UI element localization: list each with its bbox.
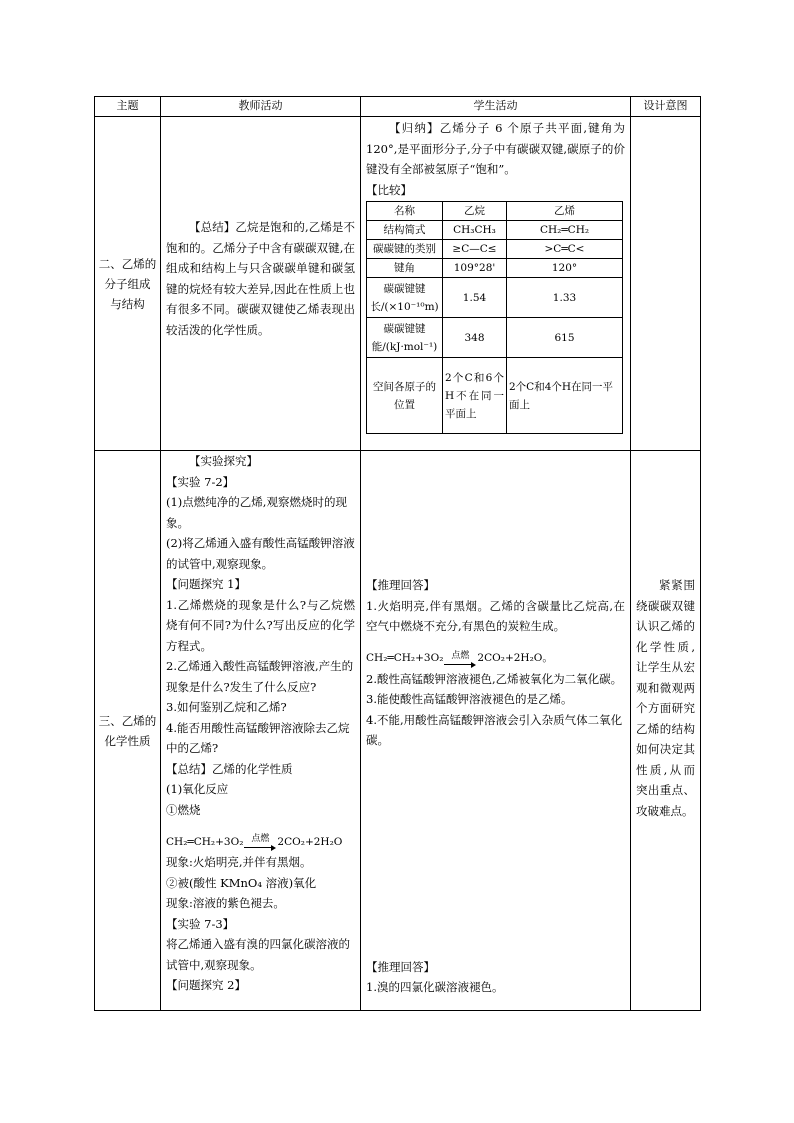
cmp-label: 空间各原子的位置	[367, 358, 443, 434]
answer-3: 3.能使酸性高锰酸钾溶液褪色的是乙烯。	[366, 692, 573, 706]
cmp-ethane: 1.54	[443, 278, 507, 318]
teacher-properties	[161, 451, 361, 1011]
answer-tag-2: 【推理回答】	[366, 959, 435, 974]
question-tag-1: 【问题探究 1】	[166, 577, 246, 591]
exp73-text: 将乙烯通入盛有溴的四氯化碳溶液的试管中,观察现象。	[166, 937, 350, 972]
answer-1: 1.火焰明亮,伴有黑烟。乙烯的含碳量比乙烷高,在空气中燃烧不充分,有黑色的炭粒生成。	[366, 598, 625, 633]
topic-line: 三、乙烯的	[98, 713, 157, 728]
lesson-plan-table	[94, 96, 701, 1011]
answer-tag: 【推理回答】	[366, 578, 435, 592]
eq-left: CH₂═CH₂+3O₂	[166, 835, 244, 848]
cmp-row	[367, 278, 623, 318]
cmp-ethane: CH₃CH₃	[443, 221, 507, 240]
row-structure	[95, 117, 701, 451]
design-text: 紧紧围绕碳碳双键认识乙烯的化学性质,让学生从宏观和微观两个方面研究乙烯的结构如何决定其性质,从而突出重点、攻破难点。	[636, 578, 695, 818]
cmp-label: 结构简式	[367, 221, 443, 240]
cmp-label: 键角	[367, 259, 443, 278]
topic-properties	[95, 451, 161, 1011]
equation	[166, 832, 342, 853]
answer-equation	[366, 637, 625, 669]
student-structure	[361, 117, 631, 451]
exp72-tag: 【实验 7-2】	[166, 474, 235, 489]
kmno4-heading: ②被(酸性 KMnO₄ 溶液)氧化	[166, 875, 317, 890]
cmp-label: 碳碳键键能/(kJ·mol⁻¹)	[367, 318, 443, 358]
question-1: 1.乙烯燃烧的现象是什么?与乙烷燃烧有何不同?为什么?写出反应的化学方程式。	[166, 597, 355, 653]
answer-2: 2.酸性高锰酸钾溶液褪色,乙烯被氧化为二氧化碳。	[366, 671, 623, 686]
eq-condition: 点燃	[251, 834, 270, 844]
cmp-label: 碳碳键的类别	[367, 240, 443, 259]
cmp-row	[367, 221, 623, 240]
student-induction	[366, 118, 625, 180]
design-properties	[631, 451, 701, 1011]
design-structure	[631, 117, 701, 451]
header-student: 学生活动	[361, 97, 631, 117]
topic-line: 化学性质	[104, 733, 151, 748]
combustion-equation	[166, 820, 355, 852]
induction-text: 乙烯分子 6 个原子共平面,键角为 120°,是平面形分子,分子中有碳碳双键,碳原子的价键没有全部被氢原子“饱和”。	[366, 121, 625, 176]
cmp-ethane: ≥C—C≤	[443, 240, 507, 259]
cmp-head: 乙烷	[443, 202, 507, 221]
eq-condition: 点燃	[451, 650, 470, 661]
header-teacher: 教师活动	[161, 97, 361, 117]
cmp-row	[367, 259, 623, 278]
eq-right: 2CO₂+2H₂O。	[477, 652, 553, 664]
phenomenon-1: 现象:火焰明亮,并伴有黑烟。	[166, 855, 312, 869]
student-properties	[361, 451, 631, 1011]
topic-line: 与结构	[110, 296, 145, 311]
cmp-row	[367, 240, 623, 259]
induction-tag: 【归纳】	[389, 121, 440, 135]
summary-tag: 【总结】	[166, 761, 212, 776]
cmp-ethene: 615	[507, 318, 623, 358]
question-2: 2.乙烯通入酸性高锰酸钾溶液,产生的现象是什么?发生了什么反应?	[166, 659, 354, 694]
teacher-structure	[161, 117, 361, 451]
step-2: (2)将乙烯通入盛有酸性高锰酸钾溶液的试管中,观察现象。	[166, 536, 355, 571]
reaction-arrow-icon	[244, 834, 276, 852]
question-4: 4.能否用酸性高锰酸钾溶液除去乙烷中的乙烯?	[166, 720, 350, 755]
table-header-row	[95, 97, 701, 117]
topic-line: 分子组成	[104, 276, 151, 291]
eq-right: 2CO₂+2H₂O	[277, 835, 343, 848]
cmp-ethene: >C═C<	[507, 240, 623, 259]
equation	[366, 648, 553, 669]
combustion-heading: ①燃烧	[166, 802, 201, 817]
exp-tag: 【实验探究】	[189, 454, 258, 468]
cmp-ethane: 348	[443, 318, 507, 358]
cmp-head: 乙烯	[507, 202, 623, 221]
comparison-table	[366, 201, 623, 434]
topic-line: 二、乙烯的	[98, 256, 157, 271]
cmp-head-row	[367, 202, 623, 221]
cmp-head: 名称	[367, 202, 443, 221]
reaction-arrow-icon	[444, 650, 476, 669]
cmp-ethane: 2个C和6个H不在同一平面上	[443, 358, 507, 434]
oxidation-heading: (1)氧化反应	[166, 782, 229, 796]
summary-tag: 【总结】	[189, 220, 236, 234]
cmp-row	[367, 358, 623, 434]
answer-4: 4.不能,用酸性高锰酸钾溶液会引入杂质气体二氧化碳。	[366, 712, 623, 747]
teacher-summary	[166, 217, 355, 340]
row-chemical-properties	[95, 451, 701, 1011]
step-1: (1)点燃纯净的乙烯,观察燃烧时的现象。	[166, 495, 347, 530]
phenomenon-2: 现象:溶液的紫色褪去。	[166, 896, 285, 910]
compare-tag: 【比较】	[366, 182, 412, 197]
summary-title: 乙烯的化学性质	[212, 761, 293, 776]
cmp-ethene: 2个C和4个H在同一平面上	[507, 358, 623, 434]
summary-line	[166, 759, 355, 780]
header-design: 设计意图	[631, 97, 701, 117]
cmp-label: 碳碳键键长/(×10⁻¹⁰m)	[367, 278, 443, 318]
eq-left: CH₂═CH₂+3O₂	[366, 652, 444, 664]
question-tag-2: 【问题探究 2】	[166, 978, 246, 992]
question-3: 3.如何鉴别乙烷和乙烯?	[166, 700, 287, 714]
cmp-ethene: 120°	[507, 259, 623, 278]
exp73-tag: 【实验 7-3】	[166, 916, 235, 931]
summary-text: 乙烷是饱和的,乙烯是不饱和的。乙烯分子中含有碳碳双键,在组成和结构上与只含碳碳单键和碳氢键的烷烃有较大差异,因此在性质上也有很多不同。碳碳双键使乙烯表现出较活泼的化学性质。	[166, 220, 356, 337]
cmp-ethene: 1.33	[507, 278, 623, 318]
cmp-ethene: CH₂═CH₂	[507, 221, 623, 240]
answer-b1: 1.溴的四氯化碳溶液褪色。	[366, 980, 504, 994]
topic-structure	[95, 117, 161, 451]
cmp-row	[367, 318, 623, 358]
header-topic: 主题	[95, 97, 161, 117]
cmp-ethane: 109°28'	[443, 259, 507, 278]
